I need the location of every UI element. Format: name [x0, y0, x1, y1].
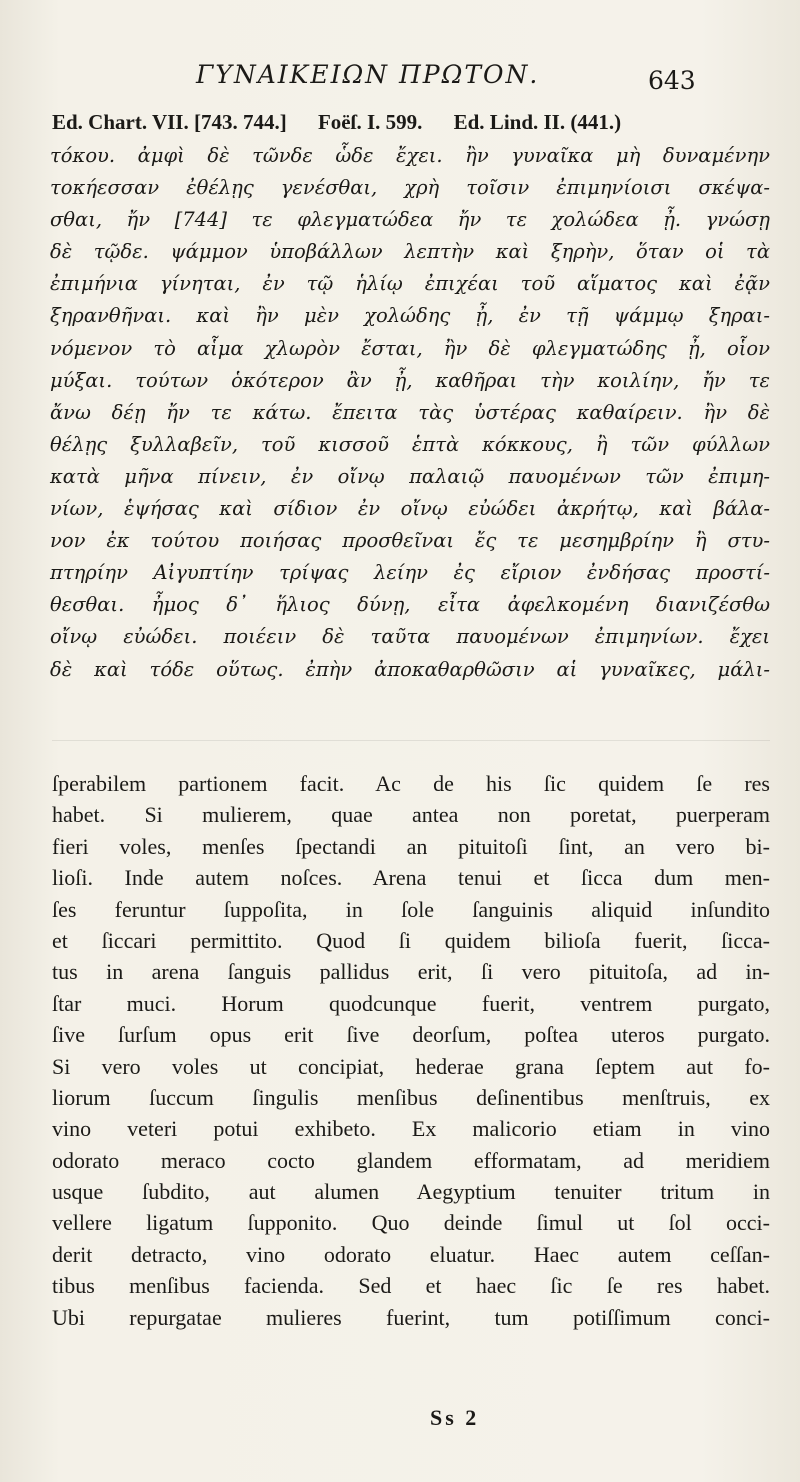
page-number: 643	[648, 66, 696, 95]
printer-signature-mark: Ss 2	[430, 1405, 480, 1430]
latin-line: vellere ligatum ſupponito. Quo deinde ſimul ut ſol occi-	[52, 1210, 770, 1236]
greek-line: δὲ καὶ τόδε οὕτως. ἐπὴν ἀποκαθαρθῶσιν αἱ γυναῖκες, μάλι-	[50, 657, 770, 681]
greek-line: σθαι, ἤν [744] τε φλεγματώδεα ἤν τε χολώδεα ᾖ. γνώσῃ	[50, 208, 770, 232]
latin-line: habet. Si mulierem, quae antea non poretat, puerperam	[52, 802, 770, 828]
greek-line: θέλῃς ξυλλαβεῖν, τοῦ κισσοῦ ἑπτὰ κόκκους, ἢ τῶν φύλλων	[50, 432, 770, 456]
greek-line: τοκήεσσαν ἐθέλῃς γενέσθαι, χρὴ τοῖσιν ἐπιμηνίοισι σκέψα-	[50, 176, 770, 200]
latin-line: et ſiccari permittito. Quod ſi quidem bilioſa fuerit, ſicca-	[52, 927, 770, 953]
greek-line: ἐπιμήνια γίνηται, ἐν τῷ ἡλίῳ ἐπιχέαι τοῦ αἵματος καὶ ἐᾷν	[50, 272, 770, 296]
greek-line: οἴνῳ εὐώδει. ποιέειν δὲ ταῦτα παυομένων ἐπιμηνίων. ἔχει	[50, 625, 770, 649]
running-title: ΓΥΝΑΙΚΕΙΩΝ ΠΡΩΤΟΝ.	[196, 60, 540, 89]
latin-text-block	[52, 768, 770, 1333]
latin-line: Si vero voles ut concipiat, hederae grana ſeptem aut fo-	[52, 1053, 770, 1079]
greek-line: νόμενον τὸ αἷμα χλωρὸν ἔσται, ἢν δὲ φλεγματώδης ᾖ, οἷον	[50, 336, 770, 360]
latin-line: liorum ſuccum ſingulis menſibus deſinentibus menſtruis, ex	[52, 1084, 770, 1110]
latin-line: fieri voles, menſes ſpectandi an pituitoſi ſint, an vero bi-	[52, 833, 770, 859]
greek-line: ἄνω δέῃ ἤν τε κάτω. ἔπειτα τὰς ὑστέρας καθαίρειν. ἢν δὲ	[50, 400, 770, 424]
latin-line: ſes feruntur ſuppoſita, in ſole ſanguinis aliquid inſundito	[52, 896, 770, 922]
latin-line: lioſi. Inde autem noſces. Arena tenui et ſicca dum men-	[52, 865, 770, 891]
greek-line: ξηρανθῆναι. καὶ ἢν μὲν χολώδης ᾖ, ἐν τῇ ψάμμῳ ξηραι-	[50, 304, 770, 328]
greek-line: θεσθαι. ἦμος δ᾽ ἥλιος δύνῃ, εἶτα ἀφελκομένη διανιζέσθω	[50, 593, 770, 617]
latin-line: vino veteri potui exhibeto. Ex malicorio etiam in vino	[52, 1116, 770, 1142]
greek-line: δὲ τῷδε. ψάμμον ὑποβάλλων λεπτὴν καὶ ξηρὴν, ὅταν οἱ τὰ	[50, 240, 770, 264]
section-divider	[52, 740, 770, 741]
latin-line: Ubi repurgatae mulieres fuerint, tum potiſſimum conci-	[52, 1304, 770, 1330]
latin-line: usque ſubdito, aut alumen Aegyptium tenuiter tritum in	[52, 1179, 770, 1205]
greek-text-block	[50, 140, 770, 686]
latin-line: derit detracto, vino odorato eluatur. Haec autem ceſſan-	[52, 1241, 770, 1267]
edition-lind-ref: Ed. Lind. II. (441.)	[453, 110, 622, 134]
greek-line: κατὰ μῆνα πίνειν, ἐν οἴνῳ παλαιῷ παυομένων τῶν ἐπιμη-	[50, 464, 770, 488]
latin-line: odorato meraco cocto glandem efformatam, ad meridiem	[52, 1147, 770, 1173]
greek-line: μύξαι. τούτων ὁκότερον ἂν ᾖ, καθῆραι τὴν κοιλίην, ἤν τε	[50, 368, 770, 392]
edition-foes-ref: Foëſ. I. 599.	[317, 110, 423, 134]
edition-chart-ref: Ed. Chart. VII. [743. 744.]	[52, 110, 287, 134]
latin-line: ſive ſurſum opus erit ſive deorſum, poſtea uteros purgato.	[52, 1022, 770, 1048]
latin-line: tibus menſibus facienda. Sed et haec ſic ſe res habet.	[52, 1273, 770, 1299]
greek-line: νον ἐκ τούτου ποιήσας προσθεῖναι ἔς τε μεσημβρίην ἢ στυ-	[50, 529, 770, 553]
greek-line: πτηρίην Αἰγυπτίην τρίψας λείην ἐς εἴριον ἐνδήσας προστί-	[50, 561, 770, 585]
latin-line: ſperabilem partionem facit. Ac de his ſic quidem ſe res	[52, 771, 770, 796]
edition-reference-line	[52, 110, 647, 135]
latin-line: tus in arena ſanguis pallidus erit, ſi vero pituitoſa, ad in-	[52, 959, 770, 985]
latin-line: ſtar muci. Horum quodcunque fuerit, ventrem purgato,	[52, 990, 770, 1016]
page-header	[0, 60, 800, 100]
greek-line: νίων, ἑψήσας καὶ σίδιον ἐν οἴνῳ εὐώδει ἀκρήτῳ, καὶ βάλα-	[50, 497, 770, 521]
greek-line: τόκου. ἀμφὶ δὲ τῶνδε ὧδε ἔχει. ἢν γυναῖκα μὴ δυναμένην	[50, 144, 770, 167]
